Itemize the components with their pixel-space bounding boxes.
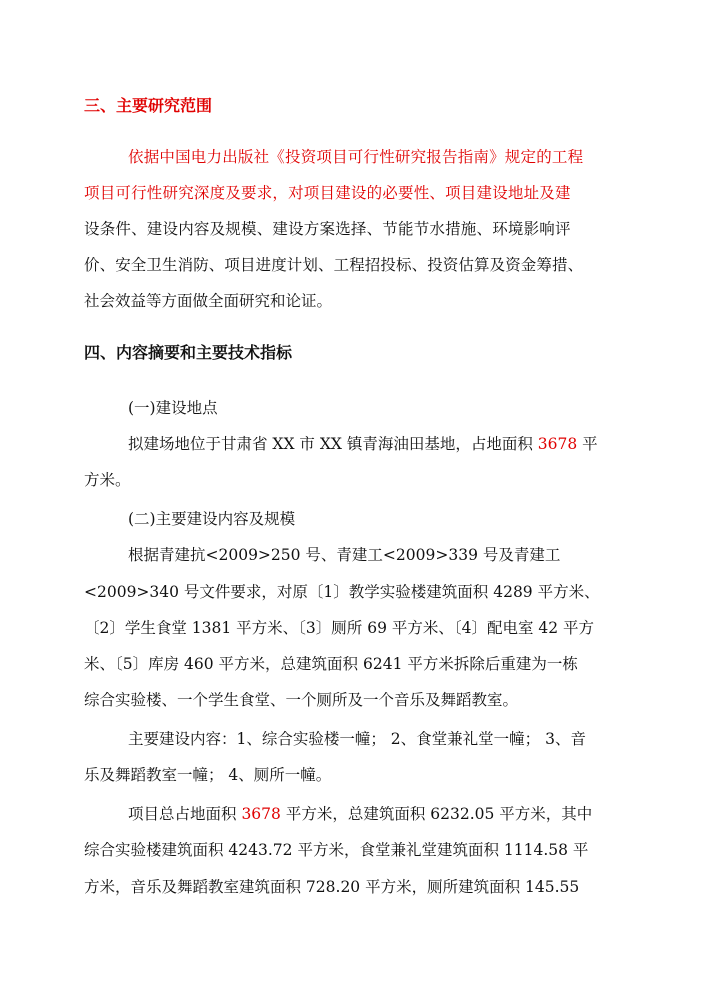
sub2-title: (二)主要建设内容及规模 [128, 510, 296, 528]
sub2-para3-line-2: 综合实验楼建筑面积 4243.72 平方米，食堂兼礼堂建筑面积 1114.58 平 [84, 841, 589, 859]
sub1-area-number: 3678 [537, 435, 578, 453]
sub2-para3-line-1-tail: 平方米，总建筑面积 6232.05 平方米，其中 [280, 805, 593, 823]
section-3-line-4: 价、安全卫生消防、项目进度计划、工程招投标、投资估算及资金筹措、 [84, 256, 584, 274]
sub2-para2-line-1: 主要建设内容：1、综合实验楼一幢； 2、食堂兼礼堂一幢； 3、音 [128, 730, 586, 748]
sub2-para1-line-3: 〔2〕学生食堂 1381 平方米、〔3〕厕所 69 平方米、〔4〕配电室 42 平方 [84, 619, 595, 637]
section-3-line-1: 依据中国电力出版社《投资项目可行性研究报告指南》规定的工程 [128, 148, 584, 166]
sub2-para1-line-5: 综合实验楼、一个学生食堂、一个厕所及一个音乐及舞蹈教室。 [84, 691, 519, 709]
sub2-para3-line-3: 方米，音乐及舞蹈教室建筑面积 728.20 平方米，厕所建筑面积 145.55 [84, 878, 580, 896]
sub1-line-1-text: 拟建场地位于甘肃省 XX 市 XX 镇青海油田基地，占地面积 [128, 435, 538, 453]
sub2-total-area-number: 3678 [241, 805, 281, 823]
sub1-title: (一)建设地点 [128, 399, 218, 417]
sub1-line-2: 方米。 [84, 471, 131, 489]
sub2-para2-line-2: 乐及舞蹈教室一幢； 4、厕所一幢。 [84, 766, 332, 784]
sub2-para1-line-2: <2009>340 号文件要求，对原〔1〕教学实验楼建筑面积 4289 平方米、 [84, 583, 600, 601]
sub2-para1-line-4: 米、〔5〕库房 460 平方米，总建筑面积 6241 平方米拆除后重建为一栋 [84, 655, 578, 673]
sub1-line-1-tail: 平 [577, 435, 598, 453]
section-3-line-3: 设条件、建设内容及规模、建设方案选择、节能节水措施、环境影响评 [84, 220, 571, 238]
section-3-line-5: 社会效益等方面做全面研究和论证。 [84, 292, 333, 310]
section-4-heading: 四、内容摘要和主要技术指标 [84, 343, 293, 362]
section-3-line-2: 项目可行性研究深度及要求，对项目建设的必要性、项目建设地址及建 [84, 184, 571, 202]
sub1-line-1 [128, 434, 598, 454]
section-3-heading: 三、主要研究范围 [84, 96, 213, 115]
sub2-para3-line-1-text: 项目总占地面积 [128, 805, 242, 823]
sub2-para3-line-1 [128, 804, 592, 824]
sub2-para1-line-1: 根据青建抗<2009>250 号、青建工<2009>339 号及青建工 [128, 546, 561, 564]
